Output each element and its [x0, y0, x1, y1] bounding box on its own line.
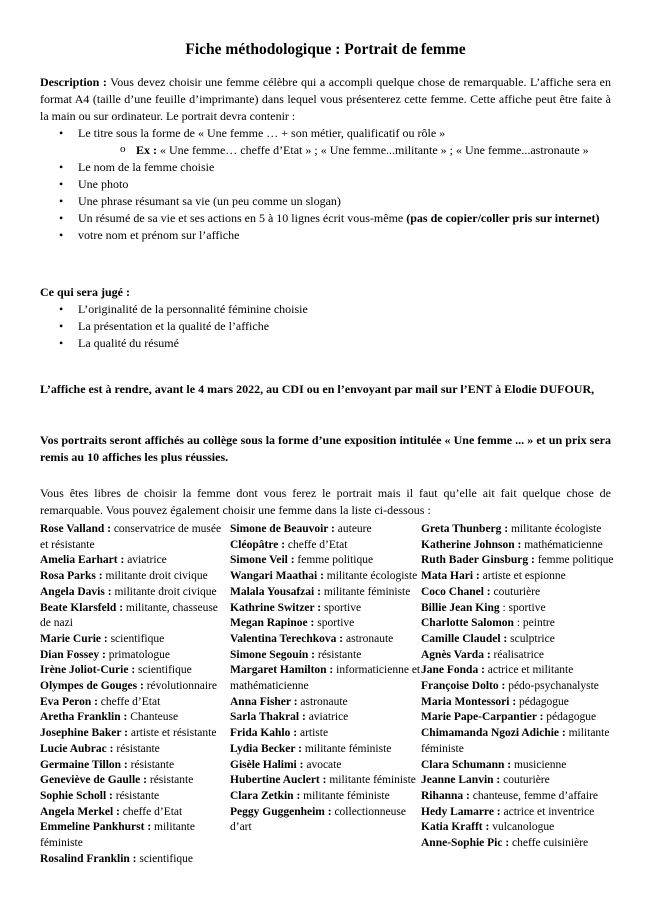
- woman-entry: [421, 648, 616, 664]
- woman-entry: [230, 789, 422, 805]
- woman-role: militante féministe: [421, 727, 610, 755]
- woman-name: Eva Peron :: [40, 695, 98, 708]
- woman-role: résistante: [147, 774, 194, 787]
- woman-name: Chimamanda Ngozi Adichie :: [421, 727, 566, 740]
- woman-role: militante droit civique: [111, 585, 217, 598]
- content-item-title-form: • Le titre sous la forme de « Une femme … + son métier, qualificatif ou rôle » o Ex : « Une femme… cheffe d’Etat » ; « Une femme...militante » ; « Une femme...astronaute »: [40, 125, 611, 159]
- woman-entry: [421, 726, 616, 757]
- woman-name: Lucie Aubrac :: [40, 742, 114, 755]
- woman-role: astronaute: [297, 695, 348, 708]
- woman-role: résistante: [315, 648, 362, 661]
- woman-role: réalisatrice: [490, 648, 544, 661]
- women-column-1: [40, 522, 230, 867]
- woman-entry: [40, 663, 230, 679]
- woman-entry: [230, 601, 422, 617]
- judged-item: • L’originalité de la personnalité féminine choisie: [40, 301, 611, 318]
- woman-name: Olympes de Gouges :: [40, 680, 144, 693]
- judged-label: Ce qui sera jugé :: [40, 285, 130, 299]
- woman-entry: [230, 553, 422, 569]
- content-list: [40, 125, 611, 244]
- woman-name: Agnès Varda :: [421, 648, 491, 661]
- woman-entry: [40, 522, 230, 553]
- woman-name: Rihanna :: [421, 789, 470, 802]
- example-list: [78, 142, 611, 159]
- woman-entry: [40, 773, 230, 789]
- description-text: Vous devez choisir une femme célèbre qui a accompli quelque chose de remarquable. L’affiche sera en format A4 (taille d’une feuille d’imprimante) dans lequel vous présenterez cette femme. Cette affiche peut être faite à la main ou sur ordinateur. Le portrait devra contenir :: [40, 75, 612, 123]
- woman-role: artiste: [297, 727, 329, 740]
- woman-name: Valentina Terechkova :: [230, 632, 344, 645]
- woman-name: Katherine Johnson :: [421, 538, 522, 551]
- woman-name: Greta Thunberg :: [421, 523, 509, 535]
- woman-entry: [421, 820, 616, 836]
- woman-role: scientifique: [135, 664, 192, 677]
- woman-entry: [40, 632, 230, 648]
- woman-name: Coco Chanel :: [421, 585, 491, 598]
- woman-entry: [40, 710, 230, 726]
- woman-entry: [230, 710, 422, 726]
- judged-section: [40, 284, 611, 352]
- woman-role: cheffe d’Etat: [119, 805, 183, 818]
- woman-entry: [421, 710, 616, 726]
- woman-role: aviatrice: [124, 554, 167, 567]
- woman-role: militante féministe: [300, 789, 390, 802]
- woman-role: militante écologiste: [508, 523, 602, 535]
- woman-name: Simone Veil :: [230, 554, 295, 567]
- woman-role: femme politique: [534, 554, 614, 567]
- woman-entry: [40, 648, 230, 664]
- woman-name: Amelia Earhart :: [40, 554, 125, 567]
- woman-name: Rosa Parks :: [40, 570, 103, 583]
- woman-role: sportive: [314, 617, 355, 630]
- woman-role: cheffe d’Etat: [285, 538, 348, 551]
- woman-name: Jane Fonda :: [421, 664, 485, 677]
- woman-entry: [421, 569, 616, 585]
- woman-role: militante féministe: [326, 774, 416, 787]
- woman-name: Sarla Thakral :: [230, 711, 306, 724]
- woman-role: astronaute: [343, 632, 394, 645]
- woman-role: cheffe d’Etat: [97, 695, 161, 708]
- woman-entry: [230, 632, 422, 648]
- page-title: Fiche méthodologique : Portrait de femme: [185, 41, 466, 58]
- woman-entry: [230, 742, 422, 758]
- woman-role: pédagogue: [543, 711, 597, 724]
- woman-role: militante, chasseuse de nazi: [40, 601, 218, 630]
- woman-entry: [421, 773, 616, 789]
- deadline-paragraph: L’affiche est à rendre, avant le 4 mars 2022, au CDI ou en l’envoyant par mail sur l’ENT à Elodie DUFOUR,: [40, 382, 595, 396]
- woman-entry: [40, 742, 230, 758]
- woman-name: Anna Fisher :: [230, 695, 298, 708]
- woman-entry: [421, 522, 616, 538]
- woman-role: vulcanologue: [489, 821, 555, 834]
- woman-entry: [421, 789, 616, 805]
- woman-entry: [421, 695, 616, 711]
- content-item-author: • votre nom et prénom sur l’affiche: [40, 227, 611, 244]
- description-label: Description :: [40, 75, 107, 89]
- woman-role: avocate: [303, 758, 342, 771]
- woman-entry: [230, 805, 422, 836]
- woman-name: Emmeline Pankhurst :: [40, 821, 152, 834]
- woman-entry: [421, 679, 616, 695]
- free-choice-paragraph: Vous êtes libres de choisir la femme dont vous ferez le portrait mais il faut qu’elle ait fait quelque chose de remarquable. Vous pouvez également choisir une femme dans la liste ci-dessous :: [40, 486, 611, 517]
- woman-role: artiste et résistante: [127, 727, 217, 740]
- woman-entry: [421, 585, 616, 601]
- woman-name: Billie Jean King: [421, 601, 500, 614]
- woman-role: résistante: [127, 758, 175, 771]
- woman-entry: [40, 679, 230, 695]
- woman-name: Germaine Tillon :: [40, 758, 128, 771]
- woman-name: Simone Segouin :: [230, 648, 315, 661]
- women-column-2: [230, 522, 422, 836]
- woman-name: Sophie Scholl :: [40, 789, 113, 802]
- woman-name: Irène Joliot-Curie :: [40, 664, 136, 677]
- woman-entry: [421, 601, 616, 617]
- judged-item: • La qualité du résumé: [40, 335, 611, 352]
- woman-entry: [230, 585, 422, 601]
- woman-entry: [230, 616, 422, 632]
- exposition-paragraph: Vos portraits seront affichés au collège sous la forme d’une exposition intitulée « Une femme ... » et un prix sera remis au 10 affiches les plus réussies.: [40, 433, 611, 464]
- woman-name: Geneviève de Gaulle :: [40, 774, 147, 787]
- content-item-summary: • Un résumé de sa vie et ses actions en 5 à 10 lignes écrit vous-même (pas de copier/coller pris sur internet): [40, 210, 611, 227]
- woman-role: informaticienne et mathématicienne: [230, 664, 421, 693]
- woman-name: Jeanne Lanvin :: [421, 774, 501, 787]
- woman-name: Anne-Sophie Pic :: [421, 837, 510, 850]
- woman-name: Hedy Lamarre :: [421, 805, 501, 818]
- content-item-name: • Le nom de la femme choisie: [40, 159, 611, 176]
- woman-name: Peggy Guggenheim :: [230, 805, 332, 818]
- woman-role: militante droit civique: [102, 570, 208, 583]
- woman-entry: [230, 758, 422, 774]
- woman-role: scientifique: [136, 852, 194, 865]
- woman-entry: [421, 836, 616, 852]
- woman-entry: [230, 569, 422, 585]
- woman-name: Gisèle Halimi :: [230, 758, 304, 771]
- woman-entry: [230, 538, 422, 554]
- woman-name: Maria Montessori :: [421, 695, 517, 708]
- woman-name: Margaret Hamilton :: [230, 664, 334, 677]
- woman-entry: [40, 569, 230, 585]
- woman-role: sportive: [321, 601, 362, 614]
- woman-entry: [230, 726, 422, 742]
- woman-role: militante écologiste: [323, 570, 418, 583]
- woman-role: militante féministe: [320, 585, 411, 598]
- woman-name: Simone de Beauvoir :: [230, 523, 335, 535]
- woman-entry: [230, 773, 422, 789]
- woman-role: pédagogue: [516, 695, 569, 708]
- woman-name: Marie Pape-Carpantier :: [421, 711, 544, 724]
- woman-role: militante féministe: [40, 821, 195, 850]
- woman-name: Katia Krafft :: [421, 821, 490, 834]
- woman-entry: [40, 805, 230, 821]
- woman-name: Megan Rapinoe :: [230, 617, 315, 630]
- woman-role: conservatrice de musée et résistante: [40, 523, 222, 551]
- woman-name: Camille Claudel :: [421, 632, 508, 645]
- woman-name: Françoise Dolto :: [421, 680, 506, 693]
- woman-name: Beate Klarsfeld :: [40, 601, 124, 614]
- content-item-slogan: • Une phrase résumant sa vie (un peu comme un slogan): [40, 193, 611, 210]
- woman-name: Ruth Bader Ginsburg :: [421, 554, 535, 567]
- woman-name: Angela Davis :: [40, 585, 112, 598]
- woman-name: Mata Hari :: [421, 570, 480, 583]
- woman-name: Wangari Maathai :: [230, 570, 324, 583]
- woman-name: Malala Yousafzai :: [230, 585, 321, 598]
- woman-role: militante féministe: [301, 742, 392, 755]
- woman-role: révolutionnaire: [143, 680, 217, 693]
- woman-entry: [230, 663, 422, 694]
- woman-name: Aretha Franklin :: [40, 711, 128, 724]
- woman-entry: [421, 805, 616, 821]
- woman-name: Clara Zetkin :: [230, 789, 301, 802]
- woman-role: : sportive: [499, 601, 546, 614]
- woman-entry: [40, 789, 230, 805]
- woman-entry: [40, 758, 230, 774]
- woman-role: mathématicienne: [521, 538, 603, 551]
- woman-name: Hubertine Auclert :: [230, 774, 327, 787]
- woman-role: primatologue: [105, 648, 171, 661]
- description-paragraph: [40, 74, 611, 125]
- woman-entry: [421, 538, 616, 554]
- woman-name: Marie Curie :: [40, 632, 108, 645]
- woman-entry: [421, 663, 616, 679]
- judged-item: • La présentation et la qualité de l’affiche: [40, 318, 611, 335]
- woman-name: Josephine Baker :: [40, 727, 128, 740]
- woman-role: sculptrice: [507, 632, 555, 645]
- woman-role: actrice et militante: [484, 664, 574, 677]
- woman-entry: [40, 726, 230, 742]
- example-item: o Ex : « Une femme… cheffe d’Etat » ; « Une femme...militante » ; « Une femme...astronaute »: [78, 142, 611, 159]
- woman-role: musicienne: [511, 758, 567, 771]
- woman-entry: [40, 553, 230, 569]
- woman-entry: [40, 585, 230, 601]
- woman-entry: [421, 632, 616, 648]
- woman-entry: [40, 695, 230, 711]
- woman-role: pédo-psychanalyste: [505, 680, 599, 693]
- description-section: [40, 74, 611, 244]
- judged-list: [40, 301, 611, 352]
- woman-role: résistante: [112, 789, 160, 802]
- woman-entry: [40, 820, 230, 851]
- woman-entry: [230, 695, 422, 711]
- woman-role: collectionneuse d’art: [230, 805, 406, 834]
- woman-name: Charlotte Salomon: [421, 617, 514, 630]
- woman-entry: [421, 758, 616, 774]
- women-column-3: [421, 522, 616, 852]
- woman-name: Dian Fossey :: [40, 648, 106, 661]
- woman-entry: [40, 601, 230, 632]
- woman-role: femme politique: [294, 554, 374, 567]
- woman-entry: [40, 852, 230, 868]
- content-item-photo: • Une photo: [40, 176, 611, 193]
- woman-entry: [230, 522, 422, 538]
- woman-role: actrice et inventrice: [500, 805, 595, 818]
- woman-entry: [421, 553, 616, 569]
- woman-entry: [230, 648, 422, 664]
- woman-role: Chanteuse: [127, 711, 179, 724]
- woman-name: Angela Merkel :: [40, 805, 120, 818]
- woman-role: auteure: [334, 523, 372, 535]
- woman-name: Kathrine Switzer :: [230, 601, 322, 614]
- woman-name: Cléopâtre :: [230, 538, 286, 551]
- woman-name: Lydia Becker :: [230, 742, 302, 755]
- woman-role: chanteuse, femme d’affaire: [469, 789, 599, 802]
- woman-role: artiste et espionne: [479, 570, 566, 583]
- woman-role: aviatrice: [305, 711, 349, 724]
- woman-name: Clara Schumann :: [421, 758, 512, 771]
- woman-role: résistante: [113, 742, 160, 755]
- woman-role: scientifique: [107, 632, 165, 645]
- woman-entry: [421, 616, 616, 632]
- woman-role: couturière: [490, 585, 541, 598]
- woman-name: Rosalind Franklin :: [40, 852, 137, 865]
- woman-role: : peintre: [513, 617, 555, 630]
- woman-name: Frida Kahlo :: [230, 727, 298, 740]
- woman-name: Rose Valland :: [40, 523, 111, 535]
- woman-role: couturière: [500, 774, 550, 787]
- woman-role: cheffe cuisinière: [509, 837, 589, 850]
